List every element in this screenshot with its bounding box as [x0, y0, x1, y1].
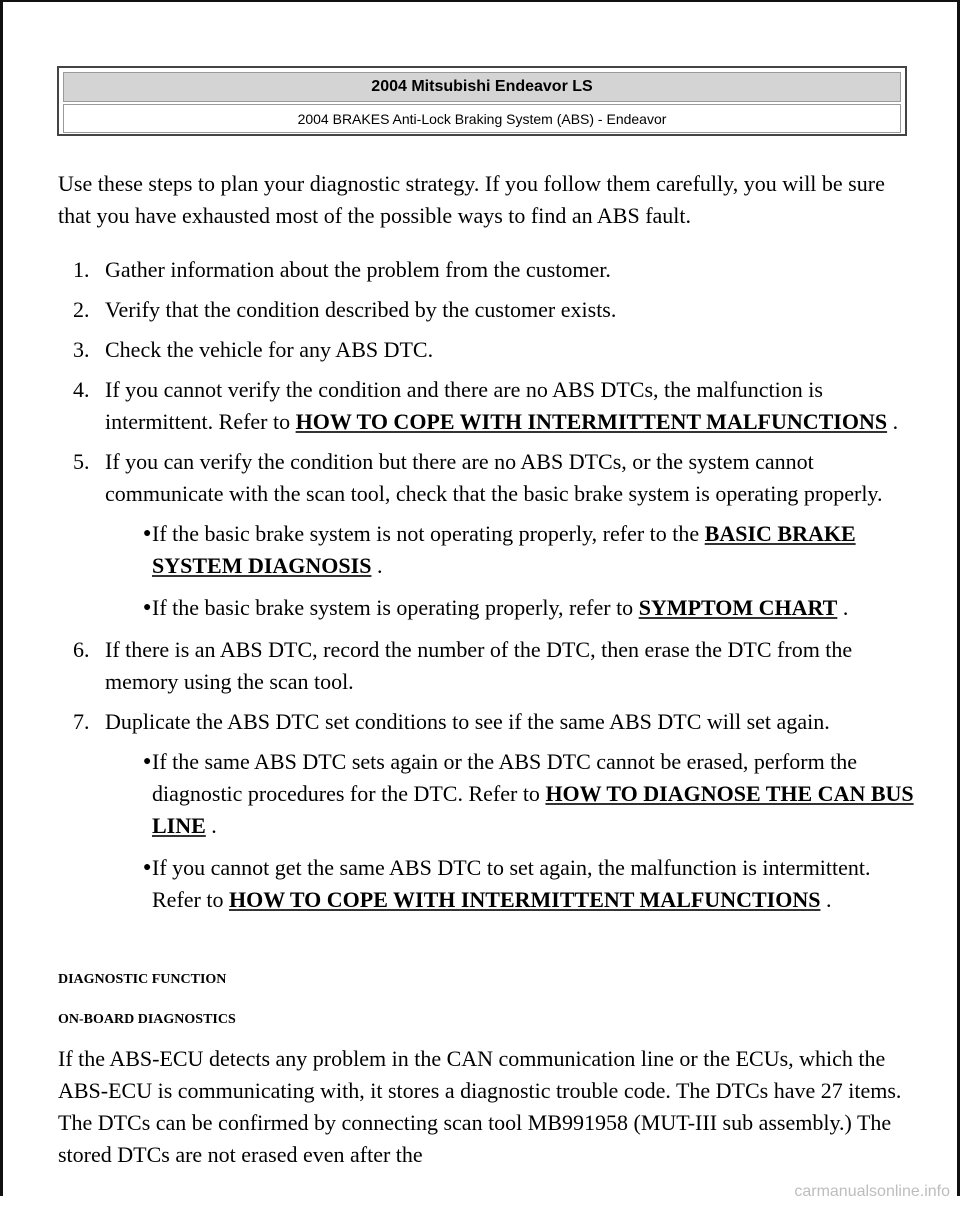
sub-list: [105, 746, 918, 916]
sub-item: [105, 852, 918, 916]
step-text: Check the vehicle for any ABS DTC.: [105, 337, 434, 362]
steps-list: [58, 254, 918, 916]
top-border: [0, 0, 960, 40]
reference-link[interactable]: HOW TO COPE WITH INTERMITTENT MALFUNCTIONS: [228, 887, 821, 912]
step-item: [58, 294, 918, 326]
section-heading-on-board-diagnostics: ON-BOARD DIAGNOSTICS: [58, 1012, 236, 1027]
sub-item-text: If the basic brake system is not operating properly, refer to the: [152, 521, 705, 546]
step-number: 1.: [73, 257, 90, 282]
left-border: [0, 0, 3, 1205]
step-item: [58, 706, 918, 916]
bullet-icon: ●: [143, 860, 152, 875]
sub-item-text-after: .: [205, 813, 217, 838]
step-text: If you cannot verify the condition and there are no ABS DTCs, the malfunction is intermittent. Refer to: [105, 377, 823, 434]
step-item: [58, 254, 918, 286]
step-text: If you can verify the condition but there are no ABS DTCs, or the system cannot communicate with the scan tool, check that the basic brake system is operating properly.: [105, 449, 883, 506]
section-heading-diagnostic-function: DIAGNOSTIC FUNCTION: [58, 972, 227, 987]
step-number: 4.: [73, 377, 90, 402]
step-number: 3.: [73, 337, 90, 362]
step-number: 2.: [73, 297, 90, 322]
bullet-icon: ●: [143, 600, 152, 615]
step-text: Verify that the condition described by the customer exists.: [105, 297, 617, 322]
sub-list: [105, 518, 918, 624]
sub-item-text: If the same ABS DTC sets again or the ABS DTC cannot be erased, perform the diagnostic procedures for the DTC. Refer to: [152, 749, 858, 806]
reference-link[interactable]: HOW TO COPE WITH INTERMITTENT MALFUNCTIONS: [295, 409, 888, 434]
step-item: [58, 446, 918, 624]
step-text: Gather information about the problem from the customer.: [105, 257, 611, 282]
sub-item: [105, 592, 918, 624]
step-number: 6.: [73, 637, 90, 662]
document-header: [57, 66, 907, 136]
sub-item-text: If the basic brake system is operating properly, refer to: [152, 595, 639, 620]
watermark: carmanualsonline.info: [794, 1183, 950, 1200]
bullet-icon: ●: [143, 526, 152, 541]
reference-link[interactable]: BASIC BRAKE SYSTEM DIAGNOSIS: [152, 521, 856, 578]
step-text-after: .: [887, 409, 899, 434]
body-paragraph: If the ABS-ECU detects any problem in the CAN communication line or the ECUs, which the ABS-ECU is communicating with, it stores a diagnostic trouble code. The DTCs have 27 items. The DTCs can be confirmed by connecting scan tool MB991958 (MUT-III sub assembly.) The stored DTCs are not erased even after the: [58, 1046, 902, 1167]
bullet-icon: ●: [143, 754, 152, 769]
step-item: [58, 634, 918, 698]
reference-link[interactable]: SYMPTOM CHART: [638, 595, 838, 620]
sub-item-text-after: .: [820, 887, 832, 912]
intro-paragraph: Use these steps to plan your diagnostic strategy. If you follow them carefully, you will be sure that you have exhausted most of the possible ways to find an ABS fault.: [58, 171, 885, 228]
step-number: 7.: [73, 709, 90, 734]
step-text: If there is an ABS DTC, record the number of the DTC, then erase the DTC from the memory using the scan tool.: [105, 637, 853, 694]
sub-item-text-after: .: [837, 595, 849, 620]
main-content: [58, 168, 918, 926]
sub-item-text-after: .: [371, 553, 383, 578]
header-title: 2004 Mitsubishi Endeavor LS: [63, 72, 901, 102]
header-subtitle: 2004 BRAKES Anti-Lock Braking System (ABS) - Endeavor: [63, 104, 901, 133]
step-item: [58, 334, 918, 366]
sub-item-text: If you cannot get the same ABS DTC to set again, the malfunction is intermittent. Refer to: [152, 855, 871, 912]
step-item: [58, 374, 918, 438]
step-text: Duplicate the ABS DTC set conditions to see if the same ABS DTC will set again.: [105, 709, 830, 734]
sub-item: [105, 518, 918, 582]
reference-link[interactable]: HOW TO DIAGNOSE THE CAN BUS LINE: [152, 781, 914, 838]
step-number: 5.: [73, 449, 90, 474]
sub-item: [105, 746, 918, 842]
